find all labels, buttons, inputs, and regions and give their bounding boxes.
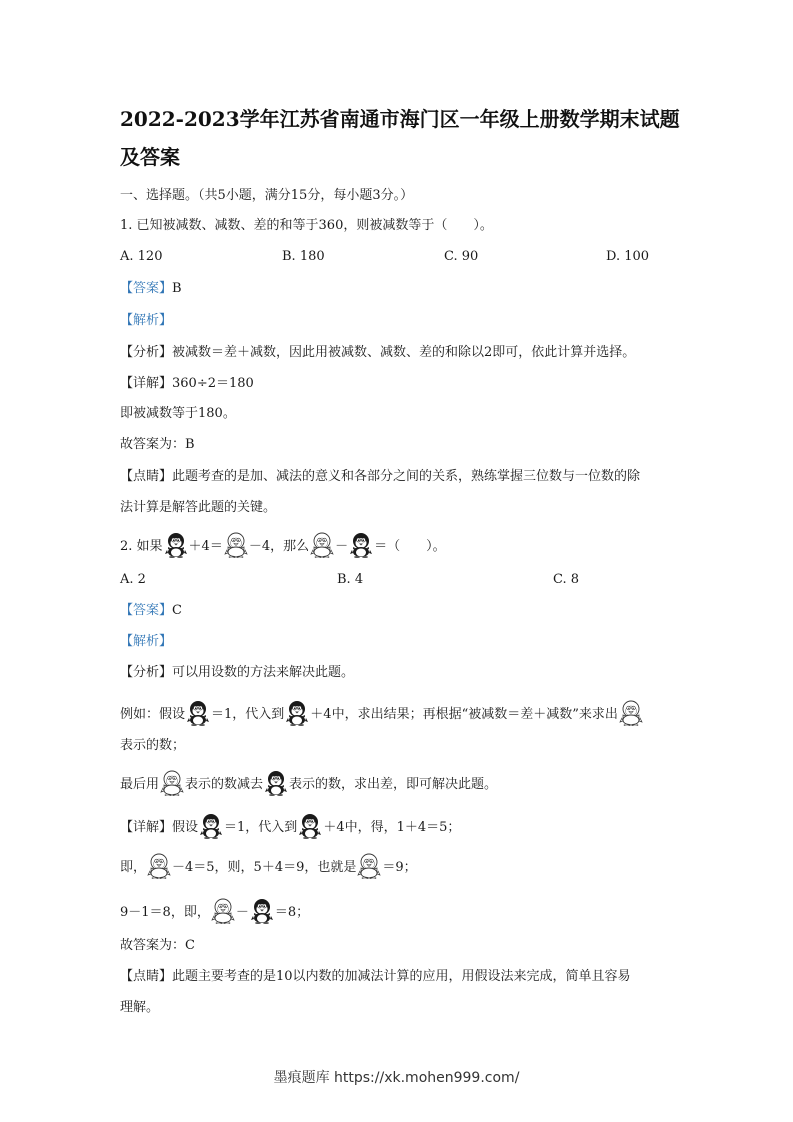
penguin-light-icon: [160, 770, 184, 796]
q1-detail-line2: 即被减数等于180。: [120, 406, 236, 421]
q2-analysis-tag: 【解析】: [120, 634, 173, 649]
q1-detail: [120, 373, 254, 395]
q2-stem-text: －4，那么: [248, 539, 310, 554]
q2-fenxi: [120, 662, 354, 684]
q2-option-b: B. 4: [337, 572, 364, 587]
answer-value: B: [172, 281, 182, 296]
penguin-dark-icon: [349, 532, 373, 558]
fenxi-text: 被减数＝差＋减数，因此用被减数、减数、差的和除以2即可，依此计算并选择。: [172, 345, 636, 360]
comment-text: 此题考查的是加、减法的意义和各部分之间的关系，熟练掌握三位数与一位数的除: [172, 469, 641, 484]
penguin-dark-icon: [164, 532, 188, 558]
q2-option-c: C. 8: [553, 572, 580, 587]
fenxi-tag: 【分析】: [120, 345, 173, 360]
q2-comment-line1: [120, 966, 631, 988]
q1-fenxi: [120, 342, 635, 364]
q2-stem-text: －: [335, 539, 349, 554]
q2-stem-text: 2. 如果: [120, 539, 163, 554]
detail-text: 360÷2＝180: [172, 376, 254, 391]
comment-text: 此题主要考查的是10以内数的加减法计算的应用，用假设法来完成，简单且容易: [172, 969, 631, 984]
q2-text: 表示的数，求出差，即可解决此题。: [289, 777, 498, 792]
penguin-dark-icon: [250, 898, 274, 924]
comment-tag: 【点睛】: [120, 469, 173, 484]
q1-conclusion: 故答案为：B: [120, 437, 195, 452]
q2-example-line2: 表示的数；: [120, 738, 186, 753]
q2-last-step: [120, 770, 497, 796]
q1-analysis-tag: 【解析】: [120, 313, 173, 328]
q2-text: 例如：假设: [120, 707, 186, 722]
penguin-light-icon: [211, 898, 235, 924]
q2-text: －4＝5，则，5＋4＝9，也就是: [172, 860, 357, 875]
q2-option-a: A. 2: [120, 572, 146, 587]
q2-text: ＋4中，求出结果；再根据“被减数＝差＋减数”来求出: [310, 707, 618, 722]
q1-comment-line1: [120, 466, 640, 488]
q2-text: ＝9；: [382, 860, 417, 875]
comment-tag: 【点睛】: [120, 969, 173, 984]
penguin-light-icon: [357, 853, 381, 879]
penguin-dark-icon: [264, 770, 288, 796]
q1-answer: [120, 278, 182, 300]
q2-stem-text: ＝（ ）。: [374, 539, 446, 554]
q2-detail-line1: [120, 813, 460, 839]
fenxi-tag: 【分析】: [120, 665, 173, 680]
penguin-dark-icon: [298, 813, 322, 839]
penguin-dark-icon: [186, 700, 210, 726]
detail-tag: 【详解】: [120, 376, 173, 391]
penguin-dark-icon: [285, 700, 309, 726]
section-heading: 一、选择题。（共5小题，满分15分，每小题3分。）: [120, 188, 414, 203]
q2-stem-text: ＋4＝: [188, 539, 223, 554]
q2-answer: [120, 600, 182, 622]
page-title: 2022-2023学年江苏省南通市海门区一年级上册数学期末试题及答案: [120, 107, 680, 169]
answer-tag: 【答案】: [120, 281, 173, 296]
q2-conclusion: 故答案为：C: [120, 938, 195, 953]
q1-option-d: D. 100: [606, 249, 650, 264]
q1-option-b: B. 180: [282, 249, 325, 264]
answer-tag: 【答案】: [120, 603, 173, 618]
penguin-light-icon: [224, 532, 248, 558]
q2-text: 假设: [172, 820, 199, 835]
q2-text: ＝8；: [274, 905, 310, 920]
penguin-light-icon: [147, 853, 171, 879]
question-1-stem: 1. 已知被减数、减数、差的和等于360，则被减数等于（ ）。: [120, 218, 493, 233]
q2-text: 表示的数减去: [185, 777, 264, 792]
penguin-light-icon: [619, 700, 643, 726]
penguin-light-icon: [310, 532, 334, 558]
q1-comment-line2: 法计算是解答此题的关键。: [120, 500, 277, 515]
footer-watermark: 墨痕题库 https://xk.mohen999.com/: [273, 1070, 520, 1086]
q2-text: ＋4中，得，1＋4＝5；: [323, 820, 461, 835]
q2-text: 最后用: [120, 777, 160, 792]
q2-example: [120, 700, 644, 726]
q2-text: －: [235, 905, 249, 920]
q2-detail-line3: [120, 898, 309, 924]
q2-detail-line2: [120, 853, 417, 879]
q2-text: 即，: [120, 860, 147, 875]
q2-text: 9－1＝8，即，: [120, 905, 210, 920]
fenxi-text: 可以用设数的方法来解决此题。: [172, 665, 355, 680]
answer-value: C: [172, 603, 182, 618]
penguin-dark-icon: [199, 813, 223, 839]
q1-option-c: C. 90: [444, 249, 479, 264]
question-2-stem: [120, 532, 446, 558]
q2-text: ＝1，代入到: [224, 820, 298, 835]
q2-comment-line2: 理解。: [120, 1000, 160, 1015]
detail-tag: 【详解】: [120, 820, 173, 835]
q1-option-a: A. 120: [120, 249, 163, 264]
q2-text: ＝1，代入到: [211, 707, 285, 722]
